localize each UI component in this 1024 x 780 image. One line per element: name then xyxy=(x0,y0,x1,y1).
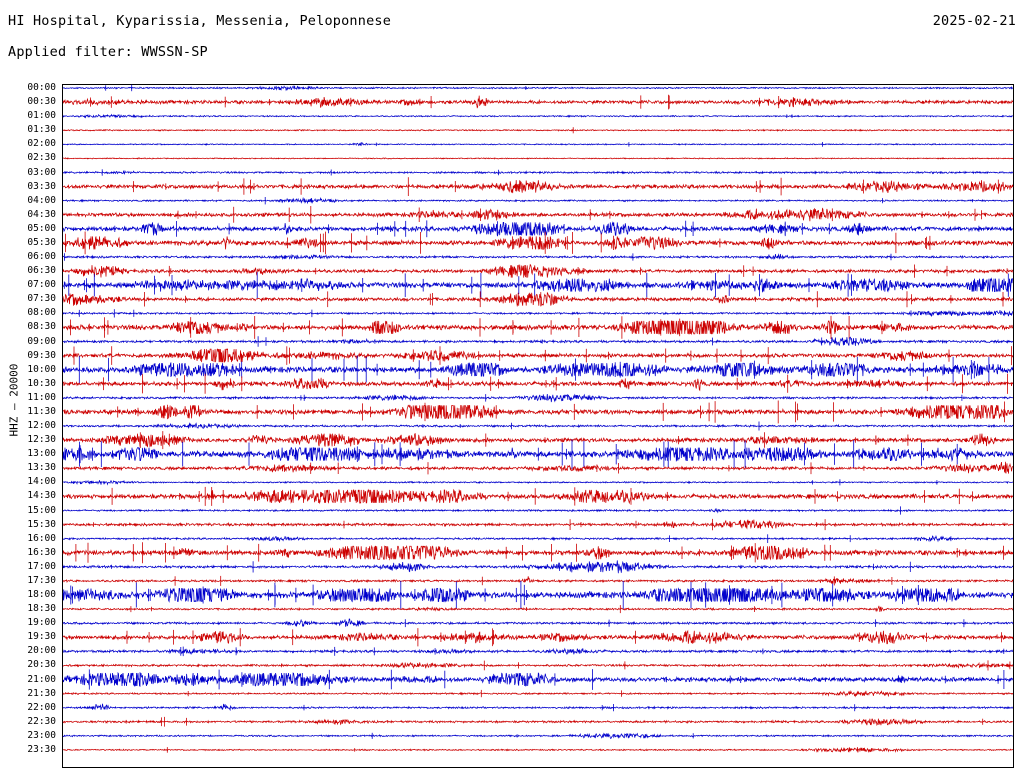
time-label: 21:30 xyxy=(27,687,56,699)
trace-line xyxy=(63,662,1013,668)
trace-line xyxy=(63,619,1013,627)
trace-line xyxy=(63,520,1013,529)
trace-line xyxy=(63,293,1013,306)
time-label: 04:30 xyxy=(27,208,56,220)
trace-line xyxy=(63,143,1013,146)
time-label: 12:00 xyxy=(27,420,56,431)
time-label: 08:00 xyxy=(27,307,56,319)
trace-line xyxy=(63,115,1013,118)
trace-line xyxy=(63,180,1013,193)
time-label: 20:30 xyxy=(27,659,56,671)
time-label: 02:00 xyxy=(27,138,56,150)
time-label: 17:00 xyxy=(27,560,56,572)
trace-line xyxy=(63,158,1013,159)
chart-header xyxy=(0,0,1024,76)
trace-line xyxy=(63,222,1013,235)
time-label: 14:30 xyxy=(27,490,56,502)
trace-line xyxy=(63,480,1013,484)
time-label: 12:30 xyxy=(27,434,56,446)
trace-line xyxy=(63,321,1013,334)
trace-line xyxy=(63,254,1013,259)
trace-line xyxy=(63,171,1013,174)
trace-line xyxy=(63,208,1013,221)
trace-line xyxy=(63,691,1013,696)
time-label: 22:30 xyxy=(27,715,56,727)
time-label: 11:30 xyxy=(27,405,56,417)
time-label: 06:00 xyxy=(27,251,56,262)
trace-line xyxy=(63,704,1013,710)
time-label: 16:00 xyxy=(27,532,56,544)
trace-line xyxy=(63,310,1013,316)
time-label: 17:30 xyxy=(27,574,56,586)
trace-line xyxy=(63,733,1013,738)
time-label: 18:00 xyxy=(27,589,56,600)
time-label: 21:00 xyxy=(27,673,56,685)
time-label: 15:00 xyxy=(27,504,56,516)
time-label: 09:30 xyxy=(27,349,56,361)
y-axis-label: HHZ — 20000 xyxy=(7,363,21,437)
time-label: 19:30 xyxy=(27,631,56,643)
trace-line xyxy=(63,434,1013,447)
date-label: 2025-02-21 xyxy=(932,13,1016,29)
trace-line xyxy=(63,130,1013,131)
time-label: 03:30 xyxy=(27,180,56,192)
trace-line xyxy=(63,349,1013,362)
time-label: 07:00 xyxy=(27,279,56,291)
time-label: 03:00 xyxy=(27,166,56,178)
trace-line xyxy=(63,405,1013,418)
trace-line xyxy=(63,536,1013,541)
time-label: 01:00 xyxy=(27,110,56,122)
trace-line xyxy=(63,509,1013,512)
time-label: 05:30 xyxy=(27,236,56,248)
time-label: 00:00 xyxy=(27,82,56,93)
helicorder-plot xyxy=(62,84,1014,768)
trace-line xyxy=(63,198,1013,203)
trace-line xyxy=(63,589,1013,602)
trace-line xyxy=(63,560,1013,573)
trace-line xyxy=(63,96,1013,108)
time-label: 10:00 xyxy=(27,363,56,375)
time-label: 02:30 xyxy=(27,152,56,164)
trace-line xyxy=(63,86,1013,90)
time-label: 20:00 xyxy=(27,645,56,657)
time-label: 16:30 xyxy=(27,546,56,558)
trace-line xyxy=(63,462,1013,474)
time-label: 23:30 xyxy=(27,743,56,755)
time-label: 10:30 xyxy=(27,377,56,389)
trace-line xyxy=(63,606,1013,612)
time-label: 00:30 xyxy=(27,96,56,108)
time-label: 06:30 xyxy=(27,265,56,277)
time-axis-labels xyxy=(0,84,60,768)
trace-line xyxy=(63,648,1013,654)
trace-canvas xyxy=(62,84,1014,768)
trace-line xyxy=(63,719,1013,725)
trace-line xyxy=(63,279,1013,292)
time-label: 22:00 xyxy=(27,701,56,713)
trace-line xyxy=(63,337,1013,346)
filter-label: Applied filter: WWSSN-SP xyxy=(8,44,208,60)
time-label: 14:00 xyxy=(27,476,56,488)
time-label: 01:30 xyxy=(27,124,56,136)
trace-line xyxy=(63,673,1013,686)
time-label: 13:30 xyxy=(27,462,56,474)
time-label: 13:00 xyxy=(27,448,56,460)
time-label: 23:00 xyxy=(27,729,56,741)
trace-line xyxy=(63,631,1013,644)
trace-line xyxy=(63,265,1013,278)
trace-line xyxy=(63,747,1013,752)
time-label: 08:30 xyxy=(27,321,56,333)
page-title: HI Hospital, Kyparissia, Messenia, Peloponnese xyxy=(8,13,392,29)
trace-line xyxy=(63,576,1013,584)
time-label: 19:00 xyxy=(27,617,56,629)
trace-line xyxy=(63,236,1013,249)
time-label: 15:30 xyxy=(27,518,56,530)
time-label: 18:30 xyxy=(27,603,56,615)
time-label: 09:00 xyxy=(27,335,56,347)
trace-line xyxy=(63,546,1013,559)
time-label: 11:00 xyxy=(27,391,56,403)
time-label: 07:30 xyxy=(27,293,56,305)
time-label: 05:00 xyxy=(27,222,56,234)
trace-line xyxy=(63,423,1013,428)
time-label: 04:00 xyxy=(27,194,56,206)
trace-line xyxy=(63,394,1013,402)
